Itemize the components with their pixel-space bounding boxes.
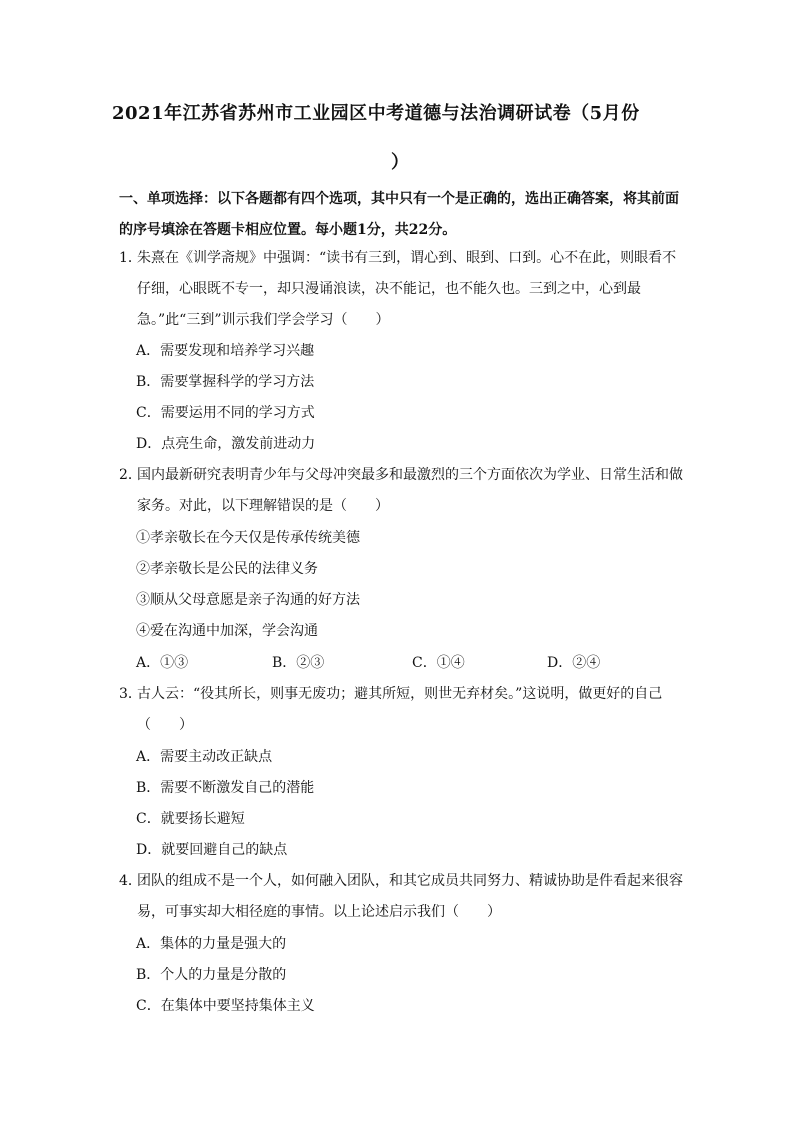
- section-heading: 一、单项选择：以下各题都有四个选项，其中只有一个是正确的，选出正确答案，将其前面的序号填涂在答题卡相应位置。每小题1分，共22分。: [119, 191, 679, 238]
- exam-title-continued: ）: [391, 152, 409, 173]
- question-text: 国内最新研究表明青少年与父母冲突最多和最激烈的三个方面依次为学业、日常生活和做家务。对此，以下理解错误的是（ ）: [137, 467, 683, 514]
- option-a: A．①③: [136, 655, 189, 671]
- option-b: B．②③: [272, 655, 325, 671]
- option-d: D．点亮生命，激发前进动力: [136, 436, 316, 452]
- option-c: C．需要运用不同的学习方式: [136, 405, 315, 421]
- question-number: 3．: [119, 686, 142, 702]
- statement-4: ④爱在沟通中加深，学会沟通: [136, 623, 318, 639]
- option-a: A．需要主动改正缺点: [136, 749, 273, 765]
- option-c: C．①④: [412, 655, 465, 671]
- question-number: 1．: [119, 250, 142, 266]
- option-b: B．个人的力量是分散的: [136, 967, 287, 983]
- option-c: C．就要扬长避短: [136, 811, 245, 827]
- option-a: A．需要发现和培养学习兴趣: [136, 343, 315, 359]
- question-2: [119, 460, 684, 522]
- question-3: [119, 679, 684, 741]
- statement-1: ①孝亲敬长在今天仅是传承传统美德: [136, 530, 360, 546]
- question-text: 朱熹在《训学斋规》中强调：“读书有三到，谓心到、眼到、口到。心不在此，则眼看不仔细，心眼既不专一，却只漫诵浪读，决不能记，也不能久也。三到之中，心到最急。”此“三到”训示我们学会学习（ ）: [137, 250, 677, 328]
- question-number: 4．: [119, 873, 142, 889]
- option-b: B．需要掌握科学的学习方法: [136, 374, 315, 390]
- option-b: B．需要不断激发自己的潜能: [136, 780, 315, 796]
- option-c: C．在集体中要坚持集体主义: [136, 998, 315, 1014]
- option-a: A．集体的力量是强大的: [136, 936, 287, 952]
- question-1: [119, 243, 684, 336]
- question-text: 古人云：“役其所长，则事无废功；避其所短，则世无弃材矣。”这说明，做更好的自己（ ）: [137, 686, 663, 733]
- statement-3: ③顺从父母意愿是亲子沟通的好方法: [136, 592, 360, 608]
- statement-2: ②孝亲敬长是公民的法律义务: [136, 561, 318, 577]
- question-text: 团队的组成不是一个人，如何融入团队，和其它成员共同努力、精诚协助是件看起来很容易，可事实却大相径庭的事情。以上论述启示我们（ ）: [137, 873, 683, 920]
- option-d: D．就要回避自己的缺点: [136, 842, 288, 858]
- exam-title: 2021年江苏省苏州市工业园区中考道德与法治调研试卷（5月份: [112, 103, 640, 124]
- question-4: [119, 866, 684, 928]
- question-number: 2．: [119, 467, 142, 483]
- option-d: D．②④: [547, 655, 601, 671]
